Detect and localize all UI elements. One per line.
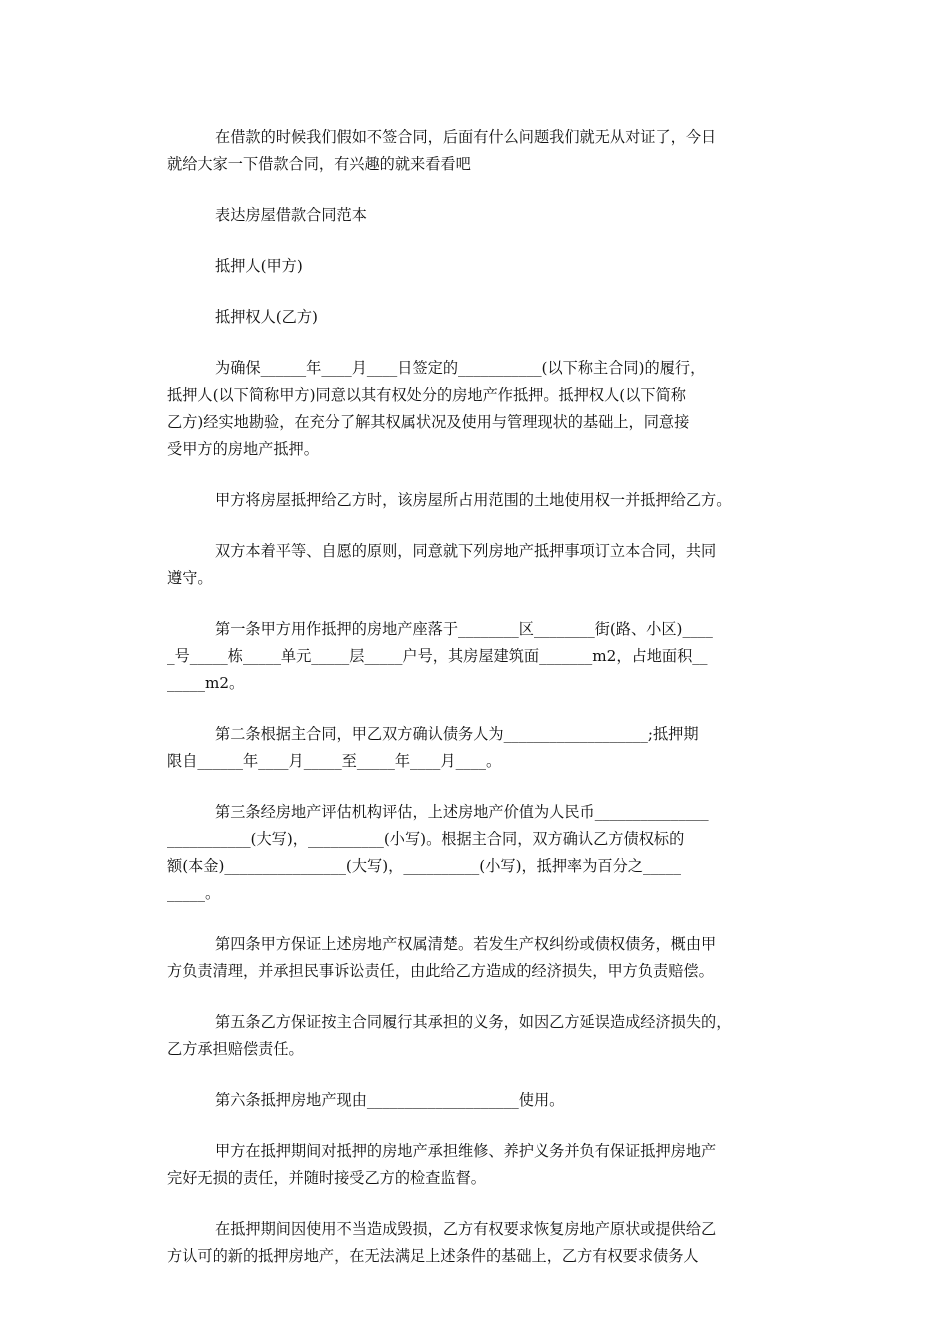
text-line: 甲方将房屋抵押给乙方时，该房屋所占用范围的土地使用权一并抵押给乙方。 — [215, 491, 732, 509]
document-page — [167, 124, 777, 1294]
text-line: _____。 — [167, 884, 221, 902]
paragraph-mortgagor — [167, 253, 777, 280]
text-line: 第一条甲方用作抵押的房地产座落于________区________街(路、小区)____ — [215, 620, 713, 638]
article-5 — [167, 1009, 777, 1063]
article-3 — [167, 799, 777, 907]
text-line: 方负责清理，并承担民事诉讼责任，由此给乙方造成的经济损失，甲方负责赔偿。 — [167, 962, 714, 980]
text-line: 乙方承担赔偿责任。 — [167, 1040, 304, 1058]
text-line: 完好无损的责任，并随时接受乙方的检查监督。 — [167, 1169, 486, 1187]
text-line: 第二条根据主合同，甲乙双方确认债务人为___________________;抵押期 — [215, 725, 699, 743]
article-1 — [167, 616, 777, 697]
paragraph-maintenance — [167, 1138, 777, 1192]
paragraph-mortgagee — [167, 304, 777, 331]
paragraph-preamble — [167, 355, 777, 463]
article-4 — [167, 931, 777, 985]
text-line: 抵押人(以下简称甲方)同意以其有权处分的房地产作抵押。抵押权人(以下简称 — [167, 386, 686, 404]
text-line: 乙方)经实地勘验，在充分了解其权属状况及使用与管理现状的基础上，同意接 — [167, 413, 690, 431]
text-line: ___________(大写)，__________(小写)。根据主合同，双方确认乙方债权标的 — [167, 830, 685, 848]
article-6 — [167, 1087, 777, 1114]
text-line: 额(本金)________________(大写)，__________(小写)，抵押率为百分之_____ — [167, 857, 681, 875]
text-line: 受甲方的房地产抵押。 — [167, 440, 319, 458]
text-line: 第五条乙方保证按主合同履行其承担的义务，如因乙方延误造成经济损失的， — [215, 1013, 732, 1031]
text-line: 方认可的新的抵押房地产，在无法满足上述条件的基础上，乙方有权要求债务人 — [167, 1247, 699, 1265]
text-line: 在抵押期间因使用不当造成毁损，乙方有权要求恢复房地产原状或提供给乙 — [215, 1220, 717, 1238]
text-line: 抵押权人(乙方) — [215, 308, 318, 326]
text-line: 第四条甲方保证上述房地产权属清楚。若发生产权纠纷或债权债务，概由甲 — [215, 935, 717, 953]
text-line: 双方本着平等、自愿的原则，同意就下列房地产抵押事项订立本合同，共同 — [215, 542, 717, 560]
text-line: 第三条经房地产评估机构评估，上述房地产价值为人民币_______________ — [215, 803, 709, 821]
text-line: _____m2。 — [167, 674, 245, 692]
text-line: 表达房屋借款合同范本 — [215, 206, 367, 224]
text-line: 遵守。 — [167, 569, 213, 587]
document-title — [167, 202, 777, 229]
paragraph-damage — [167, 1216, 777, 1270]
text-line: 甲方在抵押期间对抵押的房地产承担维修、养护义务并负有保证抵押房地产 — [215, 1142, 717, 1160]
text-line: _号_____栋_____单元_____层_____户号，其房屋建筑面_______m2，占地面积__ — [167, 647, 708, 665]
text-line: 为确保______年____月____日签定的___________(以下称主合同)的履行， — [215, 359, 706, 377]
text-line: 第六条抵押房地产现由____________________使用。 — [215, 1091, 565, 1109]
text-line: 抵押人(甲方) — [215, 257, 303, 275]
paragraph-land-use — [167, 487, 777, 514]
paragraph-intro — [167, 124, 777, 178]
text-line: 限自______年____月_____至_____年____月____。 — [167, 752, 502, 770]
article-2 — [167, 721, 777, 775]
text-line: 在借款的时候我们假如不签合同，后面有什么问题我们就无从对证了，今日 — [215, 128, 717, 146]
paragraph-principle — [167, 538, 777, 592]
text-line: 就给大家一下借款合同，有兴趣的就来看看吧 — [167, 155, 471, 173]
